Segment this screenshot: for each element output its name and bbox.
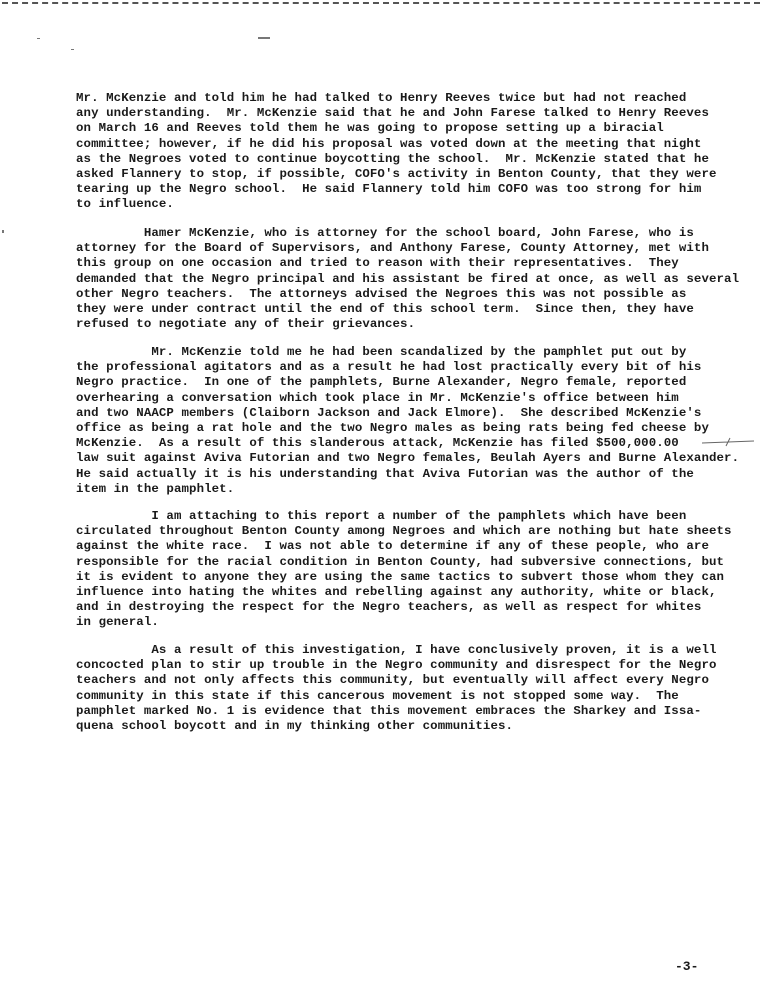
memo-paragraph-3: Mr. McKenzie told me he had been scandalized by the pamphlet put out by the professional agitators and as a result he had lost practically every bit of his Negro practice. In one of the pamphlets, Burne Alexander, Negro female, reported overhearing a conversation which took place in Mr. McKenzie's office between him and two NAACP members (Claiborn Jackson and Jack Elmore). She described McKenzie's office as being a rat hole and the two Negro males as being rats being fed cheese by McKenzie. As a result of this slanderous attack, McKenzie has filed $500,000.00 law suit against Aviva Futorian and two Negro females, Beulah Ayers and Burne Alexander. He said actually it is his understanding that Aviva Futorian was the author of the item in the pamphlet. — [76, 345, 740, 496]
scan-speck — [71, 49, 74, 50]
memo-paragraph-1: Mr. McKenzie and told him he had talked to Henry Reeves twice but had not reached any understanding. Mr. McKenzie said that he and John Farese talked to Henry Reeves on March 16 and Reeves told them he was going to propose setting up a biracial committee; however, if he did his proposal was voted down at the meeting that night as the Negroes voted to continue boycotting the school. Mr. McKenzie stated that he asked Flannery to stop, if possible, COFO's activity in Benton County, that they were tearing up the Negro school. He said Flannery told him COFO was too strong for him to influence. — [76, 91, 717, 212]
handwritten-margin-mark — [700, 437, 756, 447]
scan-speck — [37, 38, 40, 39]
scan-speck — [258, 37, 270, 39]
memo-paragraph-5: As a result of this investigation, I have conclusively proven, it is a well concocted plan to stir up trouble in the Negro community and disrespect for the Negro teachers and not only affects this community, but eventually will affect every Negro community in this state if this cancerous movement is not stopped some way. The pamphlet marked No. 1 is evidence that this movement embraces the Sharkey and Issa- quena school boycott and in my thinking other communities. — [76, 643, 717, 734]
memo-paragraph-2: Hamer McKenzie, who is attorney for the school board, John Farese, who is attorney for the Board of Supervisors, and Anthony Farese, County Attorney, met with this group on one occasion and tried to reason with their representatives. They demanded that the Negro principal and his assistant be fired at once, as well as several other Negro teachers. The attorneys advised the Negroes this was not possible as they were under contract until the end of this school term. Since then, they have refused to negotiate any of their grievances. — [76, 226, 740, 332]
memo-paragraph-4: I am attaching to this report a number of the pamphlets which have been circulated throughout Benton County among Negroes and which are nothing but hate sheets against the white race. I was not able to determine if any of these people, who are responsible for the racial condition in Benton County, had subversive connections, but it is evident to anyone they are using the same tactics to subvert those whom they can influence into hating the whites and rebelling against any authority, white or black, and in destroying the respect for the Negro teachers, as well as respect for whites in general. — [76, 509, 732, 630]
page-number: -3- — [675, 959, 699, 974]
scan-speck — [2, 230, 4, 233]
top-border-rule — [2, 2, 760, 4]
